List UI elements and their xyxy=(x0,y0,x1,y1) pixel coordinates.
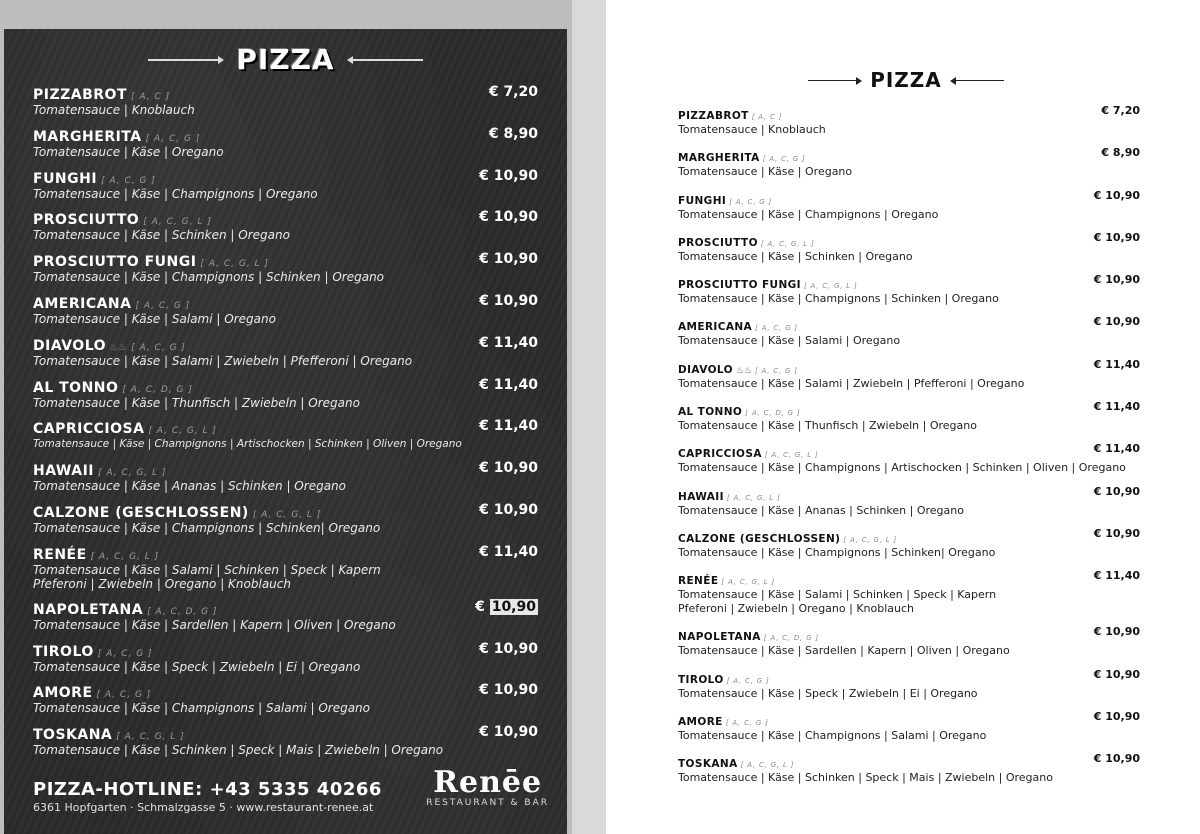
allergen-codes: [ A, C, D, G ] xyxy=(122,384,193,395)
menu-item xyxy=(678,569,1140,625)
pizza-price: € 10,90 xyxy=(1093,667,1140,681)
menu-item-header xyxy=(678,668,1140,687)
menu-item-header xyxy=(33,126,538,145)
pizza-ingredients: Tomatensauce | Käse | Champignons | Salami | Oregano xyxy=(678,728,987,742)
allergen-codes: [ A, C, G, L ] xyxy=(764,451,819,460)
pizza-name: CAPRICCIOSA xyxy=(33,421,145,438)
menu-item-header xyxy=(678,189,1140,208)
pizza-price: € 10,90 xyxy=(479,292,538,309)
allergen-codes: [ A, C, G, L ] xyxy=(843,535,897,544)
pizza-name: CALZONE (GESCHLOSSEN) xyxy=(678,532,841,545)
allergen-codes: [ A, C, G ] xyxy=(725,718,769,727)
pizza-name: AL TONNO xyxy=(33,379,119,396)
pizza-price: € 11,40 xyxy=(479,376,538,393)
pizza-ingredients: Tomatensauce | Käse | Ananas | Schinken | Oregano xyxy=(33,479,346,494)
pizza-ingredients: Tomatensauce | Käse | Champignons | Oregano xyxy=(678,207,939,221)
pizza-ingredients: Tomatensauce | Käse | Champignons | Salami | Oregano xyxy=(33,701,370,716)
pizza-price: € 10,90 xyxy=(1093,230,1140,244)
menu-item-header xyxy=(33,544,538,563)
pizza-price xyxy=(475,599,538,615)
pizza-price: € 11,40 xyxy=(479,543,538,560)
pizza-name: AMERICANA xyxy=(678,321,753,334)
pizza-ingredients: Tomatensauce | Käse | Salami | Oregano xyxy=(33,311,276,326)
allergen-codes: [ A, C, G, L ] xyxy=(760,239,815,248)
allergen-codes: [ A, C, G ] xyxy=(762,155,806,164)
menu-item xyxy=(33,168,538,210)
pizza-ingredients: Tomatensauce | Käse | Champignons | Artischocken | Schinken | Oliven | Oregano xyxy=(33,438,462,451)
menu-item xyxy=(33,209,538,251)
pizza-ingredients: Tomatensauce | Käse | Ananas | Schinken | Oregano xyxy=(678,503,964,517)
menu-item-header xyxy=(678,315,1140,334)
pizza-price: € 10,90 xyxy=(479,682,538,699)
allergen-codes: [ A, C, G ] xyxy=(755,324,798,333)
menu-item xyxy=(33,418,538,460)
menu-title: PIZZA xyxy=(870,68,942,92)
pizza-price: € 10,90 xyxy=(1093,315,1140,329)
menu-item-header xyxy=(678,146,1140,165)
pizza-name: CALZONE (GESCHLOSSEN) xyxy=(33,504,249,521)
pizza-ingredients: Tomatensauce | Käse | Champignons | Schinken | Oregano xyxy=(678,292,999,306)
pizza-name: MARGHERITA xyxy=(33,128,142,145)
pizza-name: NAPOLETANA xyxy=(33,601,144,618)
pizza-ingredients: Tomatensauce | Käse | Thunfisch | Zwiebeln | Oregano xyxy=(33,395,360,410)
pizza-price: € 10,90 xyxy=(1093,188,1140,202)
pizza-price: € 11,40 xyxy=(1093,400,1140,414)
menu-item xyxy=(33,84,538,126)
allergen-codes: [ A, C, G, L ] xyxy=(90,551,160,562)
menu-title: PIZZA xyxy=(236,43,335,76)
pizza-price: € 10,90 xyxy=(1093,273,1140,287)
menu-item-header xyxy=(33,335,538,354)
restaurant-logo xyxy=(426,765,549,808)
pizza-name: TIROLO xyxy=(33,643,94,660)
chalkboard-menu xyxy=(4,29,567,834)
menu-item xyxy=(33,599,538,641)
pizza-ingredients: Tomatensauce | Käse | Salami | Zwiebeln | Pfefferoni | Oregano xyxy=(678,376,1025,390)
allergen-codes: [ A, C, G ] xyxy=(97,648,153,659)
menu-item xyxy=(33,335,538,377)
menu-item-header xyxy=(678,231,1140,250)
menu-item xyxy=(678,358,1140,400)
pizza-price: € 10,90 xyxy=(479,724,538,741)
allergen-codes: [ A, C, G ] xyxy=(145,133,201,144)
pizza-name: AMERICANA xyxy=(33,295,132,312)
pizza-name: RENÉE xyxy=(33,546,87,563)
menu-item-header xyxy=(678,273,1140,292)
menu-item-header xyxy=(33,418,538,437)
pizza-ingredients: Tomatensauce | Käse | Schinken | Speck | Mais | Zwiebeln | Oregano xyxy=(33,743,444,758)
allergen-codes: [ A, C, G ] xyxy=(101,175,156,186)
allergen-codes: [ A, C, G, L ] xyxy=(143,217,212,228)
restaurant-address: 6361 Hopfgarten · Schmalzgasse 5 · www.restaurant-renee.at xyxy=(33,801,374,814)
pizza-ingredients: Tomatensauce | Käse | Champignons | Schinken | Oregano xyxy=(33,270,385,285)
pizza-price: € 11,40 xyxy=(1093,569,1140,583)
pizza-name: MARGHERITA xyxy=(678,152,760,165)
menu-item-header xyxy=(33,724,538,743)
pizza-price: € 11,40 xyxy=(479,334,538,351)
menu-item-header xyxy=(678,358,1140,377)
pizza-price: € 10,90 xyxy=(1093,625,1140,639)
pizza-name: CAPRICCIOSA xyxy=(678,448,762,461)
menu-item xyxy=(678,442,1140,484)
pizza-list xyxy=(678,104,1140,794)
pizza-price: € 10,90 xyxy=(1093,526,1140,540)
menu-item-header xyxy=(33,377,538,396)
menu-item xyxy=(33,460,538,502)
allergen-codes: [ A, C, G ] xyxy=(754,366,798,375)
pizza-price: € 10,90 xyxy=(479,167,538,184)
pizza-name: TOSKANA xyxy=(33,727,113,744)
menu-item xyxy=(678,752,1140,794)
menu-item xyxy=(678,231,1140,273)
menu-item xyxy=(678,400,1140,442)
pizza-price: € 10,90 xyxy=(479,251,538,268)
allergen-codes: [ A, C, G ] xyxy=(96,690,152,701)
menu-item xyxy=(678,104,1140,146)
allergen-codes: [ A, C, G, L ] xyxy=(726,493,781,502)
menu-item-header xyxy=(678,710,1140,729)
pizza-price: € 10,90 xyxy=(479,460,538,477)
menu-item-header xyxy=(33,293,538,312)
pizza-price: € 10,90 xyxy=(1093,709,1140,723)
pizza-ingredients: Tomatensauce | Käse | Champignons | Schinken| Oregano xyxy=(33,520,381,535)
allergen-codes: [ A, C ] xyxy=(131,92,171,102)
menu-item xyxy=(33,641,538,683)
pizza-ingredients: Tomatensauce | Käse | Sardellen | Kapern | Oliven | Oregano xyxy=(33,617,396,632)
menu-item-header xyxy=(33,599,538,618)
allergen-codes: [ A, C ] xyxy=(751,113,783,121)
pizza-ingredients: Tomatensauce | Käse | Speck | Zwiebeln | Ei | Oregano xyxy=(678,686,978,700)
menu-item-header xyxy=(33,251,538,270)
menu-item-header xyxy=(33,209,538,228)
pizza-price: € 7,20 xyxy=(488,84,538,100)
pizza-list xyxy=(33,84,538,766)
menu-item-header xyxy=(33,502,538,521)
pizza-price: € 11,40 xyxy=(479,418,538,435)
menu-item-header xyxy=(678,752,1140,771)
pizza-price: € 11,40 xyxy=(1093,442,1140,456)
pizza-name: NAPOLETANA xyxy=(678,631,761,644)
menu-item xyxy=(33,724,538,766)
pizza-name: TIROLO xyxy=(678,673,724,686)
pizza-name: DIAVOLO xyxy=(678,363,733,376)
pizza-name: PIZZABROT xyxy=(678,110,749,122)
pizza-ingredients: Tomatensauce | Käse | Salami | Schinken | Speck | Kapern xyxy=(678,588,997,602)
menu-item xyxy=(678,485,1140,527)
pizza-name: FUNGHI xyxy=(33,170,98,187)
logo-subtitle: RESTAURANT & BAR xyxy=(426,798,549,808)
pizza-price: € 10,90 xyxy=(1093,752,1140,766)
menu-item xyxy=(33,293,538,335)
menu-item-header xyxy=(678,400,1140,419)
menu-item-header xyxy=(678,485,1140,504)
pizza-name: PROSCIUTTO xyxy=(678,236,758,249)
menu-item-header xyxy=(678,442,1140,461)
allergen-codes: [ A, C, G, L ] xyxy=(148,426,217,437)
pizza-ingredients: Tomatensauce | Käse | Salami | Oregano xyxy=(678,334,901,348)
menu-item xyxy=(33,251,538,293)
pizza-name: AMORE xyxy=(33,685,93,702)
pizza-price: € 7,20 xyxy=(1101,104,1140,117)
menu-item xyxy=(678,315,1140,357)
pizza-price: € 8,90 xyxy=(1101,146,1140,160)
menu-item xyxy=(678,625,1140,667)
chili-icon: ♨♨ xyxy=(732,365,752,376)
logo-name: Renēe xyxy=(433,765,543,800)
arrow-right-icon xyxy=(952,80,1004,81)
pizza-price: € 10,90 xyxy=(479,640,538,657)
menu-item xyxy=(33,502,538,544)
allergen-codes: [ A, C, D, G ] xyxy=(745,409,801,418)
page-gap xyxy=(572,0,606,834)
menu-item-header xyxy=(678,527,1140,546)
price-amount-selected: 10,90 xyxy=(491,598,536,615)
menu-item xyxy=(678,668,1140,710)
arrow-right-icon xyxy=(349,59,423,61)
menu-item-header xyxy=(33,641,538,660)
pizza-ingredients: Tomatensauce | Käse | Salami | Zwiebeln | Pfefferoni | Oregano xyxy=(33,353,413,368)
allergen-codes: [ A, C, G, L ] xyxy=(740,761,795,770)
pizza-ingredients: Tomatensauce | Knoblauch xyxy=(33,103,195,117)
pizza-ingredients: Tomatensauce | Käse | Champignons | Artischocken | Schinken | Oliven | Oregano xyxy=(678,461,1126,475)
menu-item xyxy=(678,273,1140,315)
allergen-codes: [ A, C, D, G ] xyxy=(763,634,819,643)
menu-title-row xyxy=(606,68,1200,92)
pizza-price: € 10,90 xyxy=(479,209,538,226)
allergen-codes: [ A, C, G ] xyxy=(729,197,773,206)
allergen-codes: [ A, C, D, G ] xyxy=(147,606,218,617)
allergen-codes: [ A, C, G ] xyxy=(135,300,191,311)
pizza-name: AL TONNO xyxy=(678,406,743,419)
chili-icon: ♨♨ xyxy=(106,341,128,353)
menu-item xyxy=(678,527,1140,569)
pizza-price: € 8,90 xyxy=(488,125,538,142)
menu-item xyxy=(33,682,538,724)
pizza-price: € 10,90 xyxy=(1093,484,1140,498)
pizza-hotline: PIZZA-HOTLINE: +43 5335 40266 xyxy=(33,779,382,800)
allergen-codes: [ A, C, G, L ] xyxy=(252,509,322,520)
pizza-ingredients: Tomatensauce | Käse | Speck | Zwiebeln | Ei | Oregano xyxy=(33,659,361,674)
pizza-ingredients: Tomatensauce | Käse | Oregano xyxy=(33,144,224,159)
arrow-left-icon xyxy=(148,59,222,61)
menu-item-header xyxy=(33,460,538,479)
pizza-price: € 11,40 xyxy=(1093,357,1140,371)
allergen-codes: [ A, C, G, L ] xyxy=(803,282,858,291)
pizza-ingredients: Tomatensauce | Käse | Champignons | Oregano xyxy=(33,186,318,201)
pizza-name: PROSCIUTTO xyxy=(33,212,140,229)
allergen-codes: [ A, C, G ] xyxy=(131,342,186,353)
menu-item xyxy=(33,377,538,419)
pizza-ingredients-continued: Pfeferoni | Zwiebeln | Oregano | Knoblauch xyxy=(33,576,291,591)
pizza-name: TOSKANA xyxy=(678,758,738,771)
menu-item xyxy=(33,544,538,599)
pizza-ingredients: Tomatensauce | Knoblauch xyxy=(678,123,826,136)
allergen-codes: [ A, C, G, L ] xyxy=(116,732,185,743)
pizza-name: RENÉE xyxy=(678,575,719,588)
pizza-name: AMORE xyxy=(678,715,723,728)
menu-item xyxy=(678,189,1140,231)
allergen-codes: [ A, C, G ] xyxy=(726,676,770,685)
allergen-codes: [ A, C, G, L ] xyxy=(200,259,269,270)
pizza-ingredients: Tomatensauce | Käse | Sardellen | Kapern | Oliven | Oregano xyxy=(678,644,1010,658)
menu-item-header xyxy=(678,625,1140,644)
pizza-name: HAWAII xyxy=(678,490,724,503)
menu-title-row xyxy=(4,43,567,76)
menu-item-header xyxy=(678,104,1140,123)
menu-item-header xyxy=(678,569,1140,588)
pizza-name: FUNGHI xyxy=(678,194,727,207)
pizza-ingredients: Tomatensauce | Käse | Champignons | Schinken| Oregano xyxy=(678,545,996,559)
menu-item xyxy=(33,126,538,168)
menu-item-header xyxy=(33,682,538,701)
allergen-codes: [ A, C, G, L ] xyxy=(721,578,775,587)
menu-item-header xyxy=(33,168,538,187)
light-menu-page xyxy=(606,0,1200,834)
pizza-name: PROSCIUTTO FUNGI xyxy=(678,279,801,292)
allergen-codes: [ A, C, G, L ] xyxy=(98,468,167,479)
pizza-name: PROSCIUTTO FUNGI xyxy=(33,254,197,271)
pizza-ingredients: Tomatensauce | Käse | Schinken | Oregano xyxy=(33,228,290,243)
pizza-price: € 10,90 xyxy=(479,501,538,518)
menu-item xyxy=(678,710,1140,752)
arrow-left-icon xyxy=(808,80,860,81)
pizza-ingredients: Tomatensauce | Käse | Schinken | Speck | Mais | Zwiebeln | Oregano xyxy=(678,771,1053,785)
pizza-ingredients: Tomatensauce | Käse | Salami | Schinken | Speck | Kapern xyxy=(33,562,381,577)
pizza-ingredients: Tomatensauce | Käse | Schinken | Oregano xyxy=(678,249,913,263)
pizza-name: DIAVOLO xyxy=(33,337,107,354)
pizza-ingredients: Tomatensauce | Käse | Thunfisch | Zwiebeln | Oregano xyxy=(678,419,977,433)
pizza-name: PIZZABROT xyxy=(33,87,128,103)
pizza-ingredients: Tomatensauce | Käse | Oregano xyxy=(678,165,853,179)
menu-item xyxy=(678,146,1140,188)
menu-item-header xyxy=(33,84,538,103)
dark-menu-page xyxy=(0,0,572,834)
price-currency: € xyxy=(475,598,485,615)
pizza-name: HAWAII xyxy=(33,463,94,480)
pizza-ingredients-continued: Pfeferoni | Zwiebeln | Oregano | Knoblauch xyxy=(678,602,915,616)
